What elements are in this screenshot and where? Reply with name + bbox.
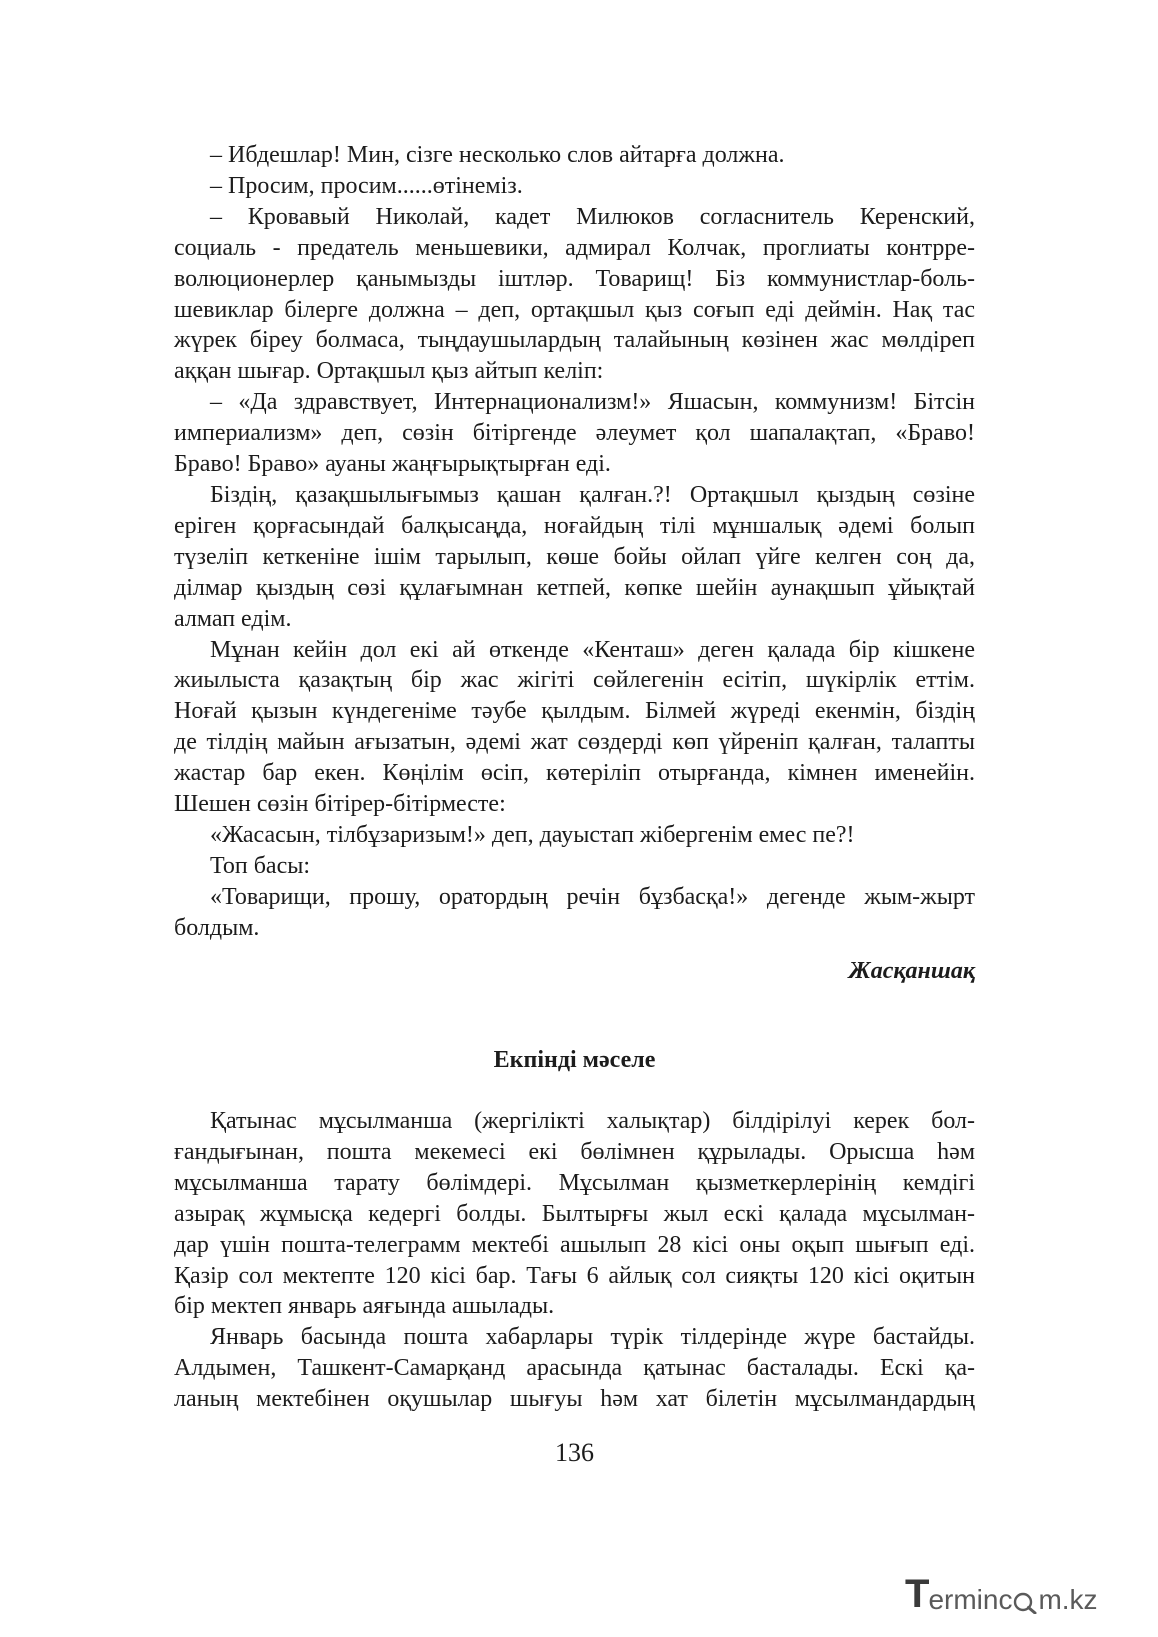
- text-line: «Жасасын, тілбұзаризым!» деп, дауыстап жібергенім емес пе?!: [210, 821, 855, 848]
- text-line: ғандығынан, пошта мекемесі екі бөлімнен құрылады. Орысша һәм: [174, 1138, 975, 1165]
- text-line: «Товарищи, прошу, оратордың речін бұзбасқа!» дегенде жым-жырт: [210, 883, 975, 910]
- text-line: бір мектеп январь аяғында ашылады.: [174, 1293, 555, 1320]
- paragraph: [174, 1106, 975, 1322]
- text-line: социаль - предатель меньшевики, адмирал Колчак, проглиаты контрре-: [174, 234, 975, 261]
- text-line: – Кровавый Николай, кадет Милюков согласнитель Керенский,: [210, 203, 975, 230]
- text-line: Шешен сөзін бітірер-бітірместе:: [174, 791, 506, 818]
- text-line: – Ибдешлар! Мин, сізге несколько слов айтарға должна.: [210, 142, 785, 168]
- text-line: шевиклар білерге должна – деп, ортақшыл қыз соғып еді деймін. Нақ тас: [174, 296, 975, 323]
- watermark-text-start: erminc: [928, 1584, 1013, 1615]
- text-line: дар үшін пошта-телеграмм мектебі ашылып 28 кісі оны оқып шығып еді.: [174, 1231, 975, 1258]
- text-line: де тілдің майын ағызатын, әдемі жат сөздерді көп үйреніп қалған, талапты: [174, 729, 975, 756]
- text-line: – Просим, просим......өтінеміз.: [210, 172, 523, 199]
- magnifier-icon: [1013, 1588, 1037, 1614]
- text-line: Қатынас мұсылманша (жергілікті халықтар) білдірілуі керек бол-: [210, 1108, 975, 1134]
- section-heading: Екпінді мәселе: [493, 1047, 656, 1073]
- text-line: еріген қорғасындай балқысаңда, ноғайдың тілі мұншалық әдемі болып: [174, 512, 975, 539]
- watermark-text-end: m.kz: [1038, 1584, 1098, 1615]
- text-line: Топ басы:: [210, 852, 311, 879]
- text-column-bottom: [174, 1106, 975, 1415]
- text-line: жиылыста қазақтың бір жас жігіті сөйлегенін есітіп, шүкірлік еттім.: [174, 667, 975, 694]
- text-line: Ноғай қызын күндегеніме тәубе қылдым. Білмей жүреді екенмін, біздің: [174, 698, 975, 725]
- paragraph: [174, 480, 975, 635]
- text-line: ділмар қыздың сөзі құлағымнан кетпей, көпке шейін аунақшып ұйықтай: [174, 574, 975, 601]
- text-line: алмап едім.: [174, 605, 292, 632]
- text-line: империализм» деп, сөзін бітіргенде әлеумет қол шапалақтап, «Браво!: [174, 420, 975, 447]
- text-line: Алдымен, Ташкент-Самарқанд арасында қатынас басталады. Ескі қа-: [174, 1355, 975, 1382]
- text-line: аққан шығар. Ортақшыл қыз айтып келіп:: [174, 358, 604, 385]
- text-line: мұсылманша тарату бөлімдері. Мұсылман қызметкерлерінің кемдігі: [174, 1169, 975, 1196]
- watermark-logo: [905, 1570, 1098, 1614]
- paragraph: [174, 171, 975, 202]
- author-signature: Жасқаншақ: [848, 958, 975, 984]
- text-line: Мұнан кейін дол екі ай өткенде «Кенташ» деген қалада бір кішкене: [210, 636, 975, 663]
- text-line: жүрек біреу болмаса, тыңдаушылардың талайының көзінен жас мөлдіреп: [174, 327, 975, 354]
- paragraph: [174, 635, 975, 820]
- paragraph: [174, 882, 975, 944]
- page-number: 136: [555, 1438, 594, 1467]
- text-line: ланың мектебінен оқушылар шығуы һәм хат білетін мұсылмандардың: [174, 1386, 975, 1413]
- text-line: Біздің, қазақшылығымыз қашан қалған.?! Ортақшыл қыздың сөзіне: [210, 481, 975, 508]
- text-line: болдым.: [174, 914, 260, 941]
- watermark-lead-letter: T: [905, 1572, 930, 1616]
- text-line: жастар бар екен. Көңілім өсіп, көтеріліп отырғанда, кімнен именейін.: [174, 760, 975, 787]
- text-line: волюционерлер қанымызды іштләр. Товарищ! Біз коммунистлар-боль-: [174, 265, 975, 292]
- text-column-top: [174, 140, 975, 944]
- paragraph: [174, 851, 975, 882]
- paragraph: [174, 820, 975, 851]
- paragraph: [174, 202, 975, 387]
- paragraph: [174, 1322, 975, 1415]
- text-line: Браво! Браво» ауаны жаңғырықтырған еді.: [174, 451, 611, 478]
- paragraph: [174, 387, 975, 480]
- text-line: Қазір сол мектепте 120 кісі бар. Тағы 6 айлық сол сияқты 120 кісі оқитын: [174, 1262, 975, 1289]
- paragraph: [174, 140, 975, 171]
- text-line: түзеліп кеткеніне ішім тарылып, көше бойы ойлап үйге келген соң да,: [174, 543, 975, 570]
- text-line: – «Да здравствует, Интернационализм!» Яшасын, коммунизм! Бітсін: [210, 389, 975, 416]
- text-line: Январь басында пошта хабарлары түрік тілдерінде жүре бастайды.: [210, 1324, 975, 1351]
- text-line: азырақ жұмысқа кедергі болды. Былтырғы жыл ескі қалада мұсылман-: [174, 1200, 975, 1227]
